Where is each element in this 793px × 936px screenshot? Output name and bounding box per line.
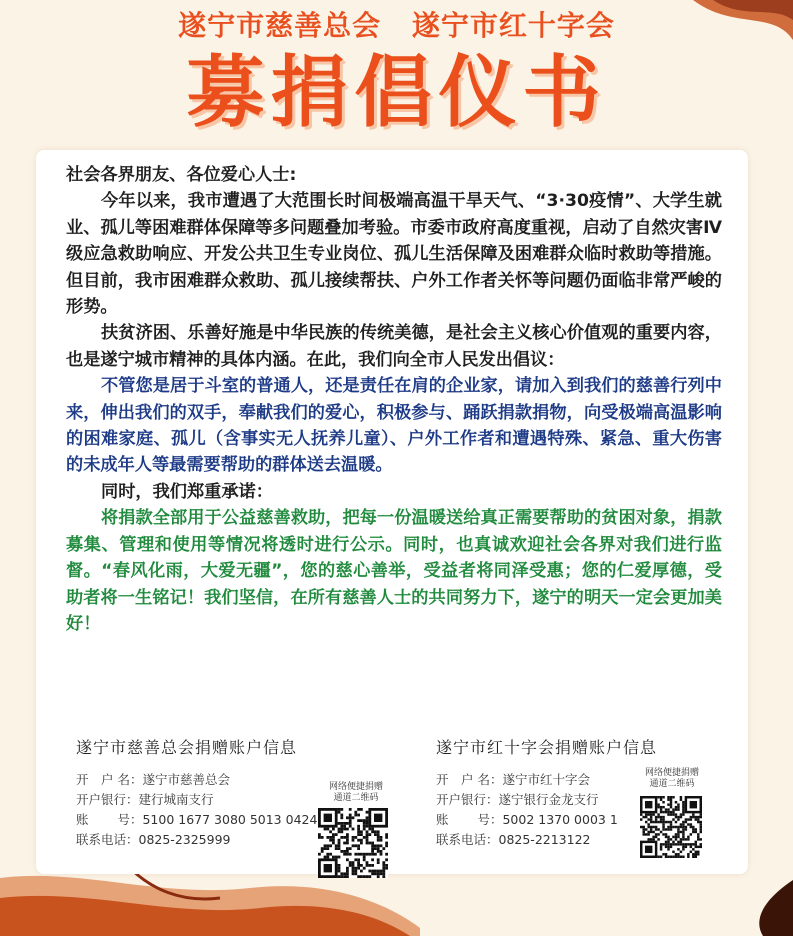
account-holder: 开 户 名：遂宁市红十字会: [436, 772, 590, 787]
page-title: 募捐倡仪书: [186, 48, 607, 138]
paragraph-appeal: 不管您是居于斗室的普通人，还是责任在肩的企业家，请加入到我们的慈善行列中来，伸出我们的双手，奉献我们的爱心，积极参与、踊跃捐款捐物，向受极端高温影响的困难家庭、孤儿（含事实无人抚养儿童）、户外工作者和遭遇特殊、紧急、重大伤害的未成年人等最需要帮助的群体送去温暖。: [66, 376, 722, 476]
account-phone: 联系电话：0825-2213122: [436, 832, 591, 847]
donation-accounts: [0, 738, 793, 868]
paragraph-situation: 今年以来，我市遭遇了大范围长时间极端高温干旱天气、“3·30疫情”、大学生就业、孤儿等困难群体保障等多问题叠加考验。市委市政府高度重视，启动了自然灾害Ⅳ级应急救助响应、开发公共卫生专业岗位、孤儿生活保障及困难群众临时救助等措施。但目前，我市困难群众救助、孤儿接续帮扶、户外工作者关怀等问题仍面临非常严峻的形势。: [66, 191, 722, 318]
account-bank: 开户银行：遂宁银行金龙支行: [436, 792, 599, 807]
qr-code-charity[interactable]: [318, 808, 388, 878]
header-organizations: [0, 4, 793, 44]
org-red-cross: 遂宁市红十字会: [411, 9, 615, 42]
salutation: 社会各界朋友、各位爱心人士:: [66, 165, 297, 185]
account-holder: 开 户 名：遂宁市慈善总会: [76, 772, 230, 787]
account-title: 遂宁市红十字会捐赠账户信息: [436, 738, 658, 757]
qr-label-charity: 网络便捷捐赠 通道二维码: [328, 782, 383, 803]
paragraph-commitment-intro: 同时，我们郑重承诺：: [101, 481, 273, 502]
account-charity-federation: [76, 738, 317, 850]
paragraph-tradition: 扶贫济困、乐善好施是中华民族的传统美德，是社会主义核心价值观的重要内容，也是遂宁城市精神的具体内涵。在此，我们向全市人民发出倡议：: [66, 323, 722, 370]
account-red-cross: [436, 738, 657, 850]
bottom-left-decoration: [0, 868, 420, 936]
account-bank: 开户银行：建行城南支行: [76, 792, 214, 807]
letter-body: [66, 162, 722, 637]
account-title: 遂宁市慈善总会捐赠账户信息: [76, 738, 298, 757]
account-phone: 联系电话：0825-2325999: [76, 832, 231, 847]
bottom-right-decoration: [733, 880, 793, 936]
qr-label-red-cross: 网络便捷捐赠 通道二维码: [644, 768, 699, 789]
org-charity-federation: 遂宁市慈善总会: [178, 9, 382, 42]
paragraph-commitment: 将捐款全部用于公益慈善救助，把每一份温暖送给真正需要帮助的贫困对象，捐款募集、管理和使用等情况将透时进行公示。同时，也真诚欢迎社会各界对我们进行监督。“春风化雨，大爱无疆”，您的慈心善举，受益者将同泽受惠；您的仁爱厚德，受助者将一生铭记！我们坚信，在所有慈善人士的共同努力下，遂宁的明天一定会更加美好！: [66, 508, 722, 634]
account-number: 账 号：5100 1677 3080 5013 0424: [76, 812, 318, 827]
qr-code-red-cross[interactable]: [640, 796, 702, 858]
account-number: 账 号：5002 1370 0003 1: [436, 812, 618, 827]
